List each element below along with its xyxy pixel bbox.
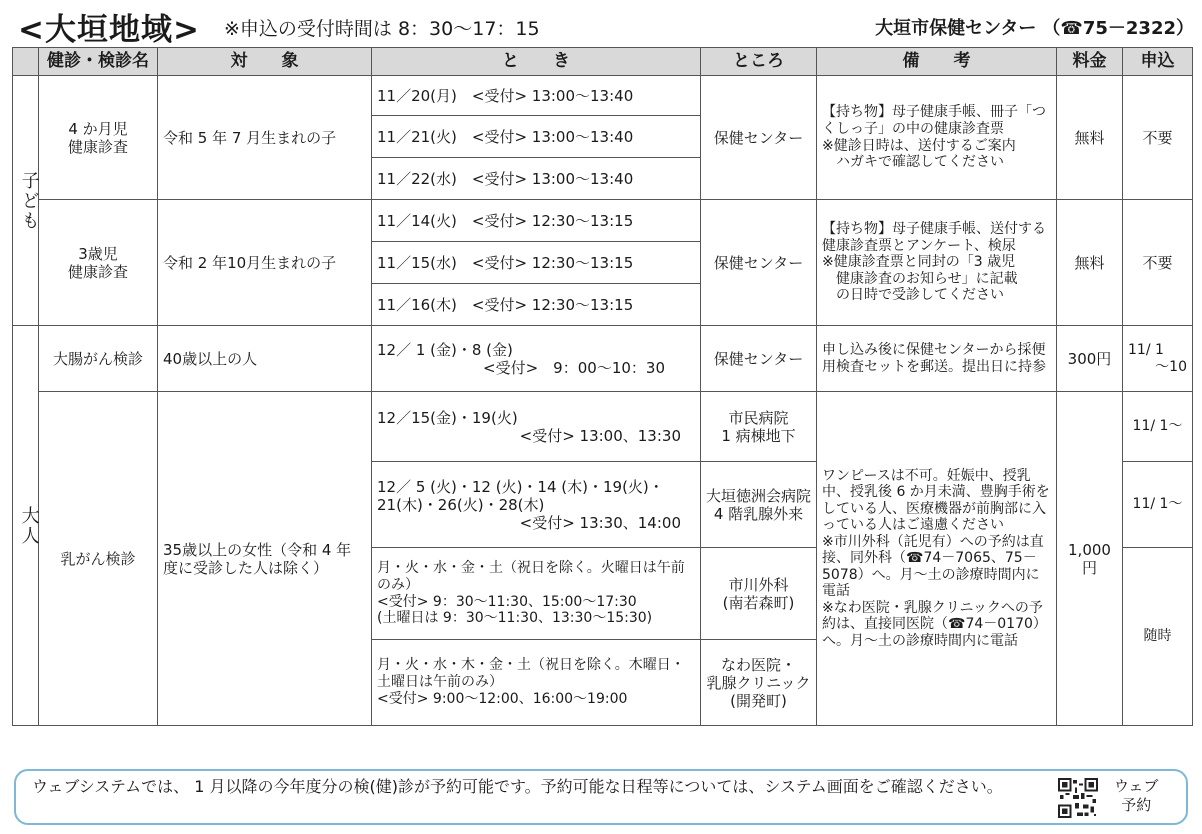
checkup-name: 大腸がん検診 xyxy=(39,326,158,392)
checkup-time: 11／16(木) <受付> 12:30〜13:15 xyxy=(372,284,701,326)
table-header-row xyxy=(13,48,1193,76)
checkup-time: 月・火・水・木・金・土（祝日を除く。木曜日・土曜日は午前のみ） <受付> 9:00〜12:00、16:00〜19:00 xyxy=(372,640,701,726)
checkup-apply: 11/ 1〜 xyxy=(1123,392,1193,462)
checkup-apply: 随時 xyxy=(1123,548,1193,726)
checkup-place: なわ医院・ 乳腺クリニック (開発町) xyxy=(701,640,817,726)
table-row xyxy=(13,76,1193,116)
checkup-remarks: 申し込み後に保健センターから採便用検査セットを郵送。提出日に持参 xyxy=(817,326,1057,392)
checkup-date: 12／ 1 (金)・8 (金) xyxy=(377,340,513,359)
reception-hours-note: ※申込の受付時間は 8：30〜17：15 xyxy=(224,18,540,40)
checkup-date: 12／15(金)・19(火) xyxy=(377,408,518,427)
checkup-target: 令和 2 年10月生まれの子 xyxy=(158,200,372,326)
col-header-group xyxy=(13,48,39,76)
checkup-time: 11／22(水) <受付> 13:00〜13:40 xyxy=(372,158,701,200)
web-reservation-notice xyxy=(14,769,1188,825)
checkup-name: 乳がん検診 xyxy=(39,392,158,726)
group-label-child: 子ども xyxy=(13,76,39,326)
web-reservation-text: ウェブシステムでは、 1 月以降の今年度分の検(健)診が予約可能です。予約可能な日程等については、システム画面をご確認ください。 xyxy=(32,777,1003,796)
qr-code-icon[interactable] xyxy=(1058,778,1098,818)
col-header-target: 対 象 xyxy=(158,48,372,76)
col-header-remarks: 備 考 xyxy=(817,48,1057,76)
table-row xyxy=(13,326,1193,392)
checkup-apply xyxy=(1123,326,1193,392)
checkup-time xyxy=(372,462,701,548)
col-header-place: ところ xyxy=(701,48,817,76)
checkup-place: 保健センター xyxy=(701,76,817,200)
col-header-time: と き xyxy=(372,48,701,76)
checkup-time xyxy=(372,392,701,462)
checkup-time: 月・火・水・金・土（祝日を除く。火曜日は午前のみ） <受付> 9：30〜11:30、15:00〜17:30 (土曜日は 9：30〜11:30、13:30〜15:30) xyxy=(372,548,701,640)
checkup-apply: 不要 xyxy=(1123,76,1193,200)
group-label-adult: 大人 xyxy=(13,326,39,726)
checkup-date: 12／ 5 (火)・12 (火)・14 (木)・19(火)・ 21(木)・26(火)・28(木) xyxy=(377,477,664,514)
col-header-fee: 料金 xyxy=(1057,48,1123,76)
checkup-fee: 無料 xyxy=(1057,200,1123,326)
checkup-apply: 不要 xyxy=(1123,200,1193,326)
checkup-fee: 無料 xyxy=(1057,76,1123,200)
checkup-time: 11／15(水) <受付> 12:30〜13:15 xyxy=(372,242,701,284)
checkup-name: 4 か月児 健康診査 xyxy=(39,76,158,200)
checkup-time xyxy=(372,326,701,392)
phone-number: （☎75－2322） xyxy=(1042,18,1194,39)
checkup-fee: 300円 xyxy=(1057,326,1123,392)
page-header xyxy=(0,0,1202,46)
checkup-time: 11／21(火) <受付> 13:00〜13:40 xyxy=(372,116,701,158)
checkup-place: 保健センター xyxy=(701,200,817,326)
checkup-time: 11／14(火) <受付> 12:30〜13:15 xyxy=(372,200,701,242)
checkup-target: 40歳以上の人 xyxy=(158,326,372,392)
checkup-reception: <受付> 13:00、13:30 xyxy=(519,426,681,445)
web-reservation-label[interactable]: ウェブ 予約 xyxy=(1114,777,1159,814)
col-header-name: 健診・検診名 xyxy=(39,48,158,76)
col-header-apply: 申込 xyxy=(1123,48,1193,76)
checkup-schedule-table xyxy=(12,47,1193,726)
table-row xyxy=(13,200,1193,242)
checkup-name: 3歳児 健康診査 xyxy=(39,200,158,326)
checkup-place: 保健センター xyxy=(701,326,817,392)
region-title: <大垣地域> xyxy=(18,12,200,48)
checkup-fee: 1,000円 xyxy=(1057,392,1123,726)
checkup-target: 35歳以上の女性（令和 4 年度に受診した人は除く） xyxy=(158,392,372,726)
checkup-apply: 11/ 1〜 xyxy=(1123,462,1193,548)
checkup-remarks: 【持ち物】母子健康手帳、送付する健康診査票とアンケート、検尿 ※健康診査票と同封の「3 歳児 健康診査のお知らせ」に記載 の日時で受診してください xyxy=(817,200,1057,326)
apply-end: 〜10 xyxy=(1155,358,1187,375)
organization-name: 大垣市保健センター xyxy=(875,18,1037,39)
checkup-place: 市川外科 (南若森町) xyxy=(701,548,817,640)
checkup-remarks: 【持ち物】母子健康手帳、冊子「つくしっ子」の中の健康診査票 ※健診日時は、送付するご案内 ハガキで確認してください xyxy=(817,76,1057,200)
checkup-reception: <受付> 13:30、14:00 xyxy=(519,513,681,532)
checkup-target: 令和 5 年 7 月生まれの子 xyxy=(158,76,372,200)
table-row xyxy=(13,392,1193,462)
checkup-place: 大垣徳洲会病院 4 階乳腺外来 xyxy=(701,462,817,548)
apply-start: 11/ 1 xyxy=(1128,341,1164,358)
checkup-remarks: ワンピースは不可。妊娠中、授乳中、授乳後 6 か月未満、豊胸手術をしている人、医療機器が前胸部に入っている人はご遠慮ください ※市川外科（託児有）への予約は直接、同外科（☎74－7065、75－5078）へ。月〜土の診療時間内に電話 ※なわ医院・乳腺クリニックへの予約は、直接同医院（☎74－0170）へ。月〜土の診療時間内に電話 xyxy=(817,392,1057,726)
checkup-reception: <受付> 9：00〜10：30 xyxy=(483,358,665,377)
checkup-place: 市民病院 1 病棟地下 xyxy=(701,392,817,462)
organization-contact xyxy=(875,14,1194,40)
checkup-time: 11／20(月) <受付> 13:00〜13:40 xyxy=(372,76,701,116)
